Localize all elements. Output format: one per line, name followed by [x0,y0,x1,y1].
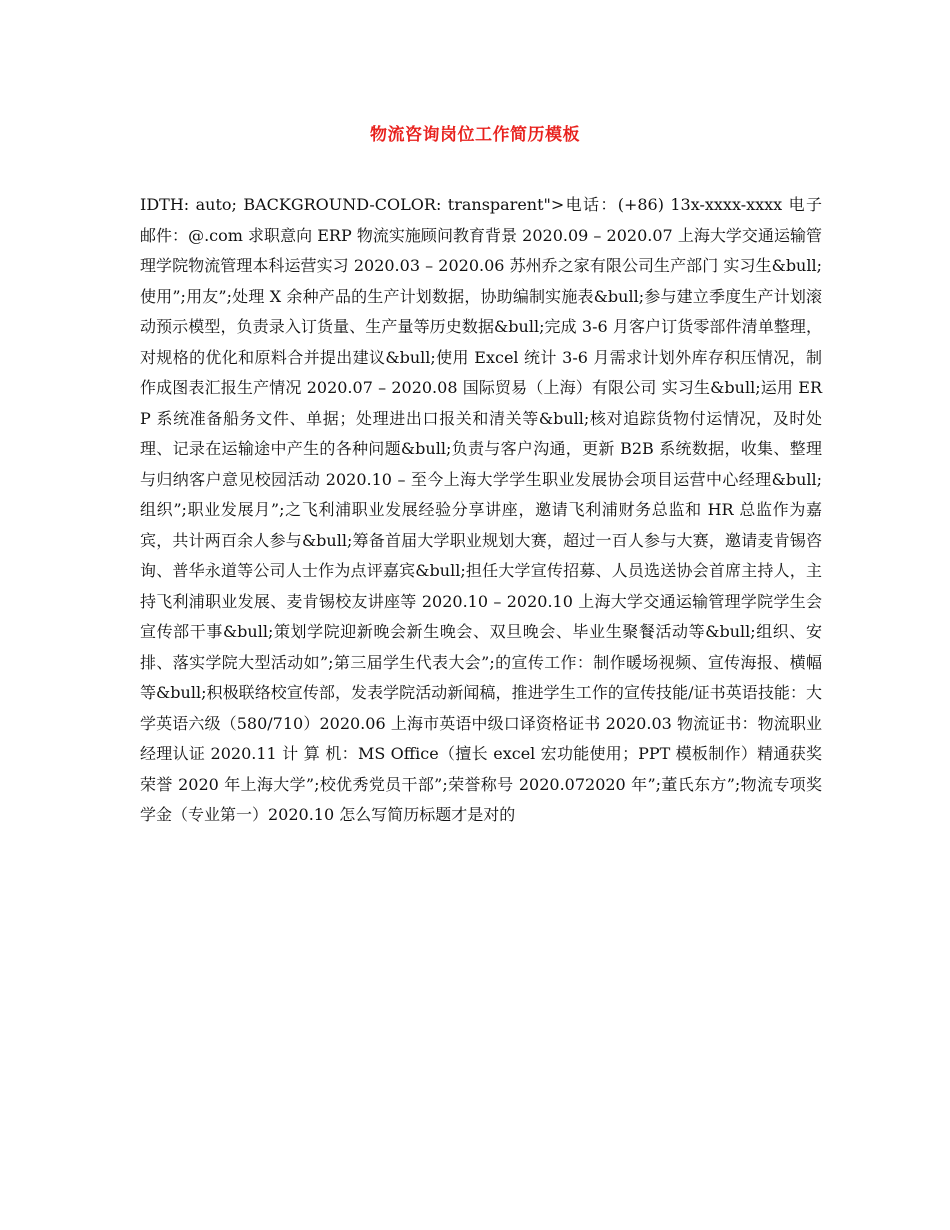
document-title: 物流咨询岗位工作简历模板 [370,125,580,145]
document-body-text: IDTH: auto; BACKGROUND-COLOR: transparent">电话：(+86) 13x-xxxx-xxxx 电子邮件：@.com 求职意向 ERP 物流实施顾问教育背景 2020.09 – 2020.07 上海大学交通运输管理学院物流管理本科运营实习 2020.03 – 2020.06 苏州乔之家有限公司生产部门 实习生&bull;使用”;用友”;处理 X 余种产品的生产计划数据，协助编制实施表&bull;参与建立季度生产计划滚动预示模型，负责录入订货量、生产量等历史数据&bull;完成 3-6 月客户订货零部件清单整理，对规格的优化和原料合并提出建议&bull;使用 Excel 统计 3-6 月需求计划外库存积压情况，制作成图表汇报生产情况 2020.07 – 2020.08 国际贸易（上海）有限公司 实习生&bull;运用 ERP 系统准备船务文件、单据；处理进出口报关和清关等&bull;核对追踪货物付运情况，及时处理、记录在运输途中产生的各种问题&bull;负责与客户沟通，更新 B2B 系统数据，收集、整理与归纳客户意见校园活动 2020.10 – 至今上海大学学生职业发展协会项目运营中心经理&bull;组织”;职业发展月”;之飞利浦职业发展经验分享讲座，邀请飞利浦财务总监和 HR 总监作为嘉宾，共计两百余人参与&bull;筹备首届大学职业规划大赛，超过一百人参与大赛，邀请麦肯锡咨询、普华永道等公司人士作为点评嘉宾&bull;担任大学宣传招募、人员选送协会首席主持人，主持飞利浦职业发展、麦肯锡校友讲座等 2020.10 – 2020.10 上海大学交通运输管理学院学生会宣传部干事&bull;策划学院迎新晚会新生晚会、双旦晚会、毕业生聚餐活动等&bull;组织、安排、落实学院大型活动如”;第三届学生代表大会”;的宣传工作：制作暖场视频、宣传海报、横幅等&bull;积极联络校宣传部，发表学院活动新闻稿，推进学生工作的宣传技能/证书英语技能：大学英语六级（580/710）2020.06 上海市英语中级口译资格证书 2020.03 物流证书：物流职业经理认证 2020.11 计 算 机：MS Office（擅长 excel 宏功能使用；PPT 模板制作）精通获奖荣誉 2020 年上海大学”;校优秀党员干部”;荣誉称号 2020.072020 年”;董氏东方”;物流专项奖学金（专业第一）2020.10 怎么写简历标题才是对的 [140,195,822,824]
